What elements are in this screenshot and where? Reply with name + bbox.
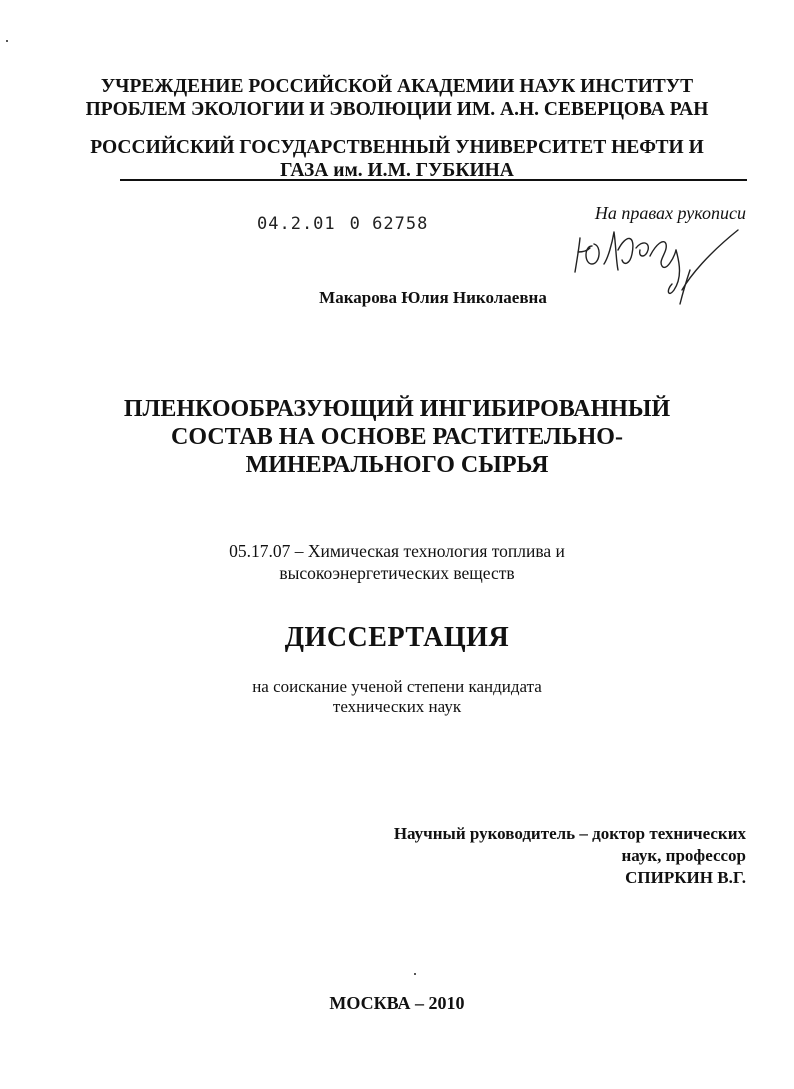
title-line-3: МИНЕРАЛЬНОГО СЫРЬЯ: [245, 452, 549, 478]
dissertation-title: [0, 395, 794, 479]
city-year: МОСКВА – 2010: [329, 993, 465, 1013]
supervisor-line-1: Научный руководитель – доктор технических: [393, 824, 746, 843]
specialty-line-1: 05.17.07 – Химическая технология топлива и: [229, 541, 565, 561]
title-line-2: СОСТАВ НА ОСНОВЕ РАСТИТЕЛЬНО-: [171, 424, 623, 450]
institution-1-line-1: УЧРЕЖДЕНИЕ РОССИЙСКОЙ АКАДЕМИИ НАУК ИНСТИТУТ: [100, 76, 694, 97]
degree-description: [0, 677, 794, 717]
specialty: [0, 540, 794, 584]
title-line-1: ПЛЕНКООБРАЗУЮЩИЙ ИНГИБИРОВАННЫЙ: [123, 396, 671, 422]
registration-number-part-2: 0 62758: [349, 214, 429, 234]
institution-2-line-2: ГАЗА им. И.М. ГУБКИНА: [280, 160, 514, 181]
header-rule: [120, 179, 747, 181]
specialty-line-2: высокоэнергетических веществ: [279, 563, 515, 583]
institution-block-1: [0, 75, 794, 121]
registration-number-part-1: 04.2.01: [257, 214, 336, 234]
degree-line-1: на соискание ученой степени кандидата: [252, 677, 542, 696]
supervisor-block: [394, 823, 746, 889]
author-name: Макарова Юлия Николаевна: [319, 288, 547, 307]
document-type: ДИССЕРТАЦИЯ: [284, 622, 510, 653]
institution-block-2: [0, 136, 794, 182]
supervisor-name: СПИРКИН В.Г.: [625, 868, 746, 887]
scan-speck: [414, 973, 416, 975]
degree-line-2: технических наук: [332, 697, 462, 716]
registration-number: [257, 214, 428, 234]
scan-speck: [6, 40, 8, 42]
institution-2-line-1: РОССИЙСКИЙ ГОСУДАРСТВЕННЫЙ УНИВЕРСИТЕТ НЕФТИ И: [90, 137, 704, 158]
institution-1-line-2: ПРОБЛЕМ ЭКОЛОГИИ И ЭВОЛЮЦИИ ИМ. А.Н. СЕВЕРЦОВА РАН: [85, 99, 709, 120]
supervisor-line-2: наук, профессор: [621, 846, 746, 865]
manuscript-rights: На правах рукописи: [594, 203, 746, 223]
